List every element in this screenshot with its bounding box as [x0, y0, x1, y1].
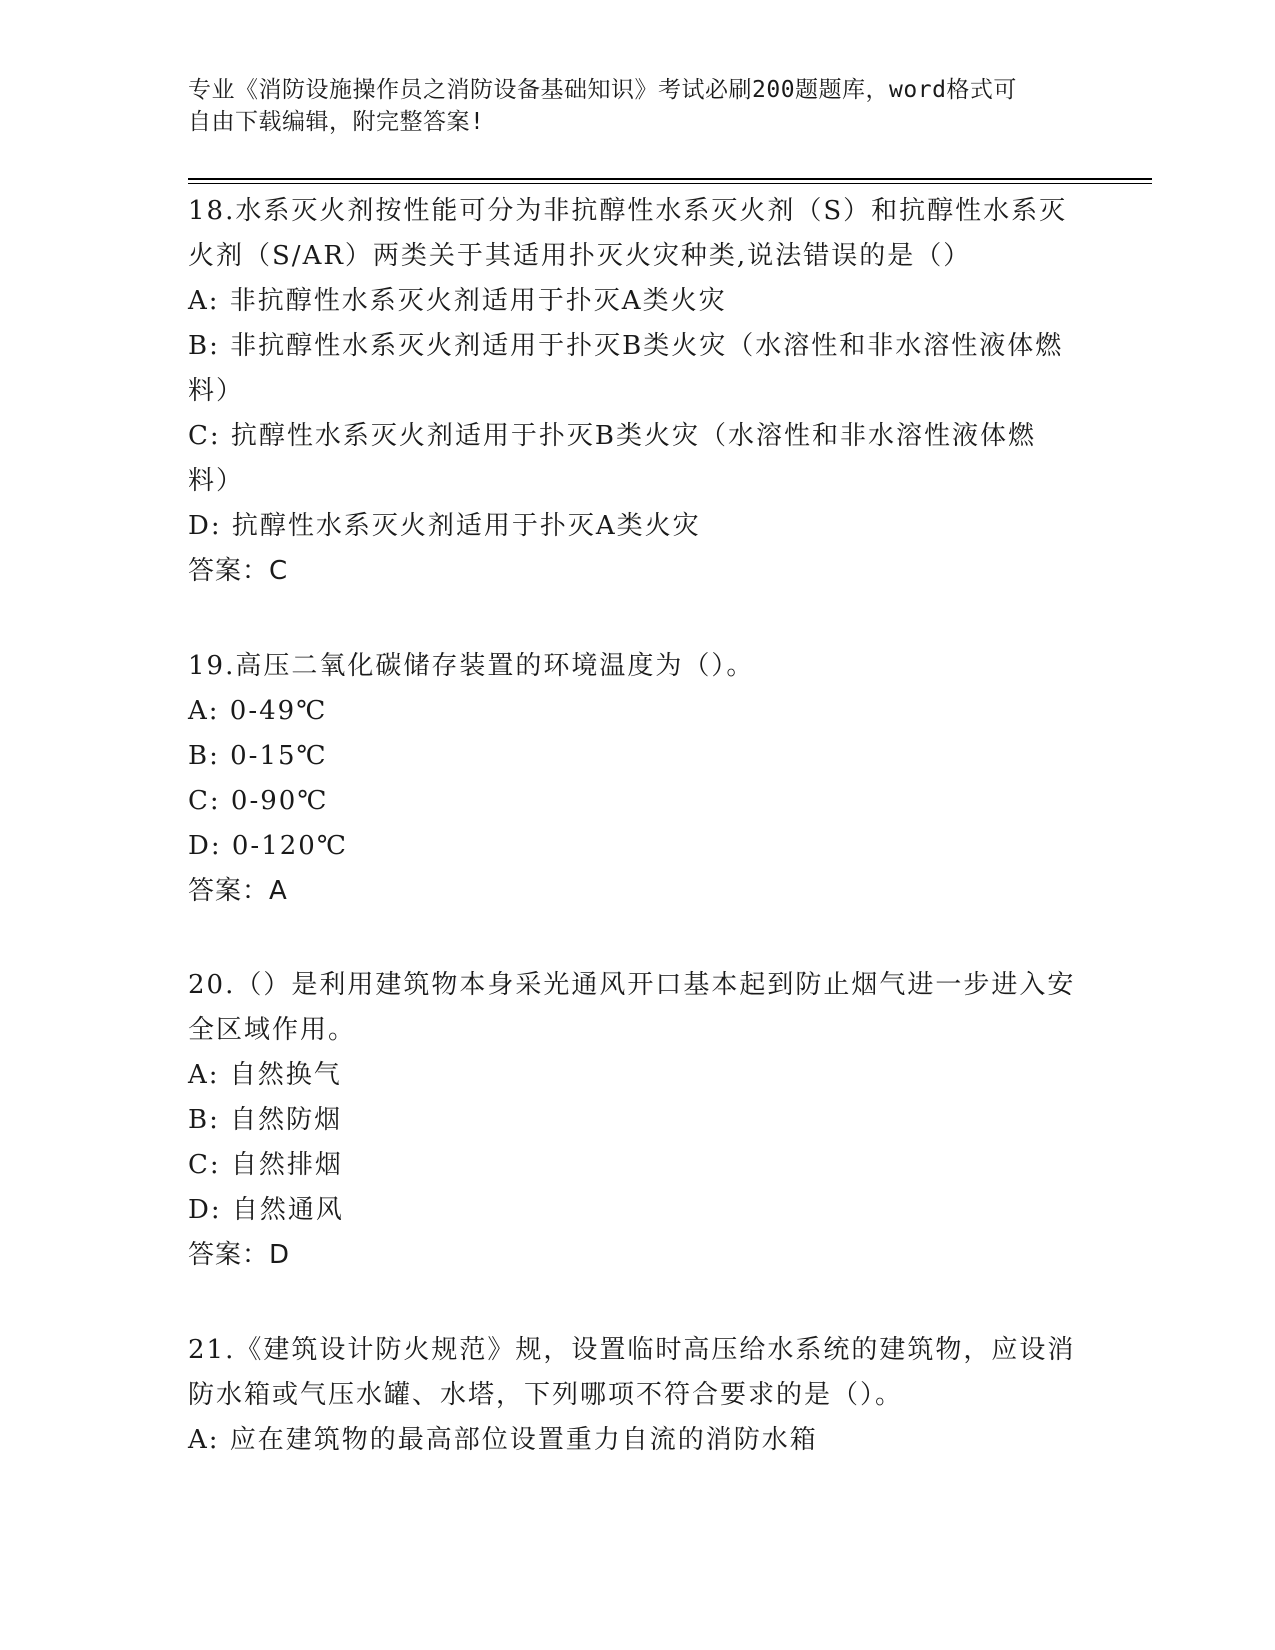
- option-a: A: 自然换气: [188, 1060, 342, 1090]
- option-d: D: 0-120℃: [188, 831, 348, 861]
- question-stem: 21.《建筑设计防火规范》规，设置临时高压给水系统的建筑物，应设消防水箱或气压水罐、水塔，下列哪项不符合要求的是（）。: [188, 1335, 1076, 1410]
- header-divider-thin: [188, 183, 1152, 184]
- option-a: A: 0-49℃: [188, 696, 328, 726]
- question-18: [188, 189, 1078, 594]
- question-21: [188, 1328, 1078, 1463]
- option-d: D: 抗醇性水系灭火剂适用于扑灭A类火灾: [188, 511, 701, 541]
- question-stem: 19.高压二氧化碳储存装置的环境温度为（）。: [188, 651, 755, 681]
- answer: 答案：A: [188, 876, 288, 906]
- question-stem: 20.（）是利用建筑物本身采光通风开口基本起到防止烟气进一步进入安全区域作用。: [188, 970, 1076, 1045]
- document-header: [188, 74, 1068, 138]
- question-20: [188, 963, 1078, 1278]
- header-divider-thick: [188, 178, 1152, 180]
- answer: 答案：C: [188, 556, 289, 586]
- answer: 答案：D: [188, 1240, 291, 1270]
- option-c: C: 抗醇性水系灭火剂适用于扑灭B类火灾（水溶性和非水溶性液体燃料）: [188, 421, 1037, 496]
- option-b: B: 自然防烟: [188, 1105, 343, 1135]
- option-a: A: 非抗醇性水系灭火剂适用于扑灭A类火灾: [188, 286, 727, 316]
- header-line-1: 专业《消防设施操作员之消防设备基础知识》考试必刷200题题库，word格式可: [188, 77, 1017, 103]
- question-stem: 18.水系灭火剂按性能可分为非抗醇性水系灭火剂（S）和抗醇性水系灭火剂（S/AR）两类关于其适用扑灭火灾种类,说法错误的是（）: [188, 196, 1068, 271]
- option-b: B: 0-15℃: [188, 741, 328, 771]
- option-c: C: 0-90℃: [188, 786, 329, 816]
- option-b: B: 非抗醇性水系灭火剂适用于扑灭B类火灾（水溶性和非水溶性液体燃料）: [188, 331, 1064, 406]
- option-c: C: 自然排烟: [188, 1150, 343, 1180]
- header-line-2: 自由下载编辑，附完整答案!: [188, 109, 485, 135]
- question-19: [188, 644, 1078, 914]
- option-d: D: 自然通风: [188, 1195, 344, 1225]
- option-a: A: 应在建筑物的最高部位设置重力自流的消防水箱: [188, 1425, 818, 1455]
